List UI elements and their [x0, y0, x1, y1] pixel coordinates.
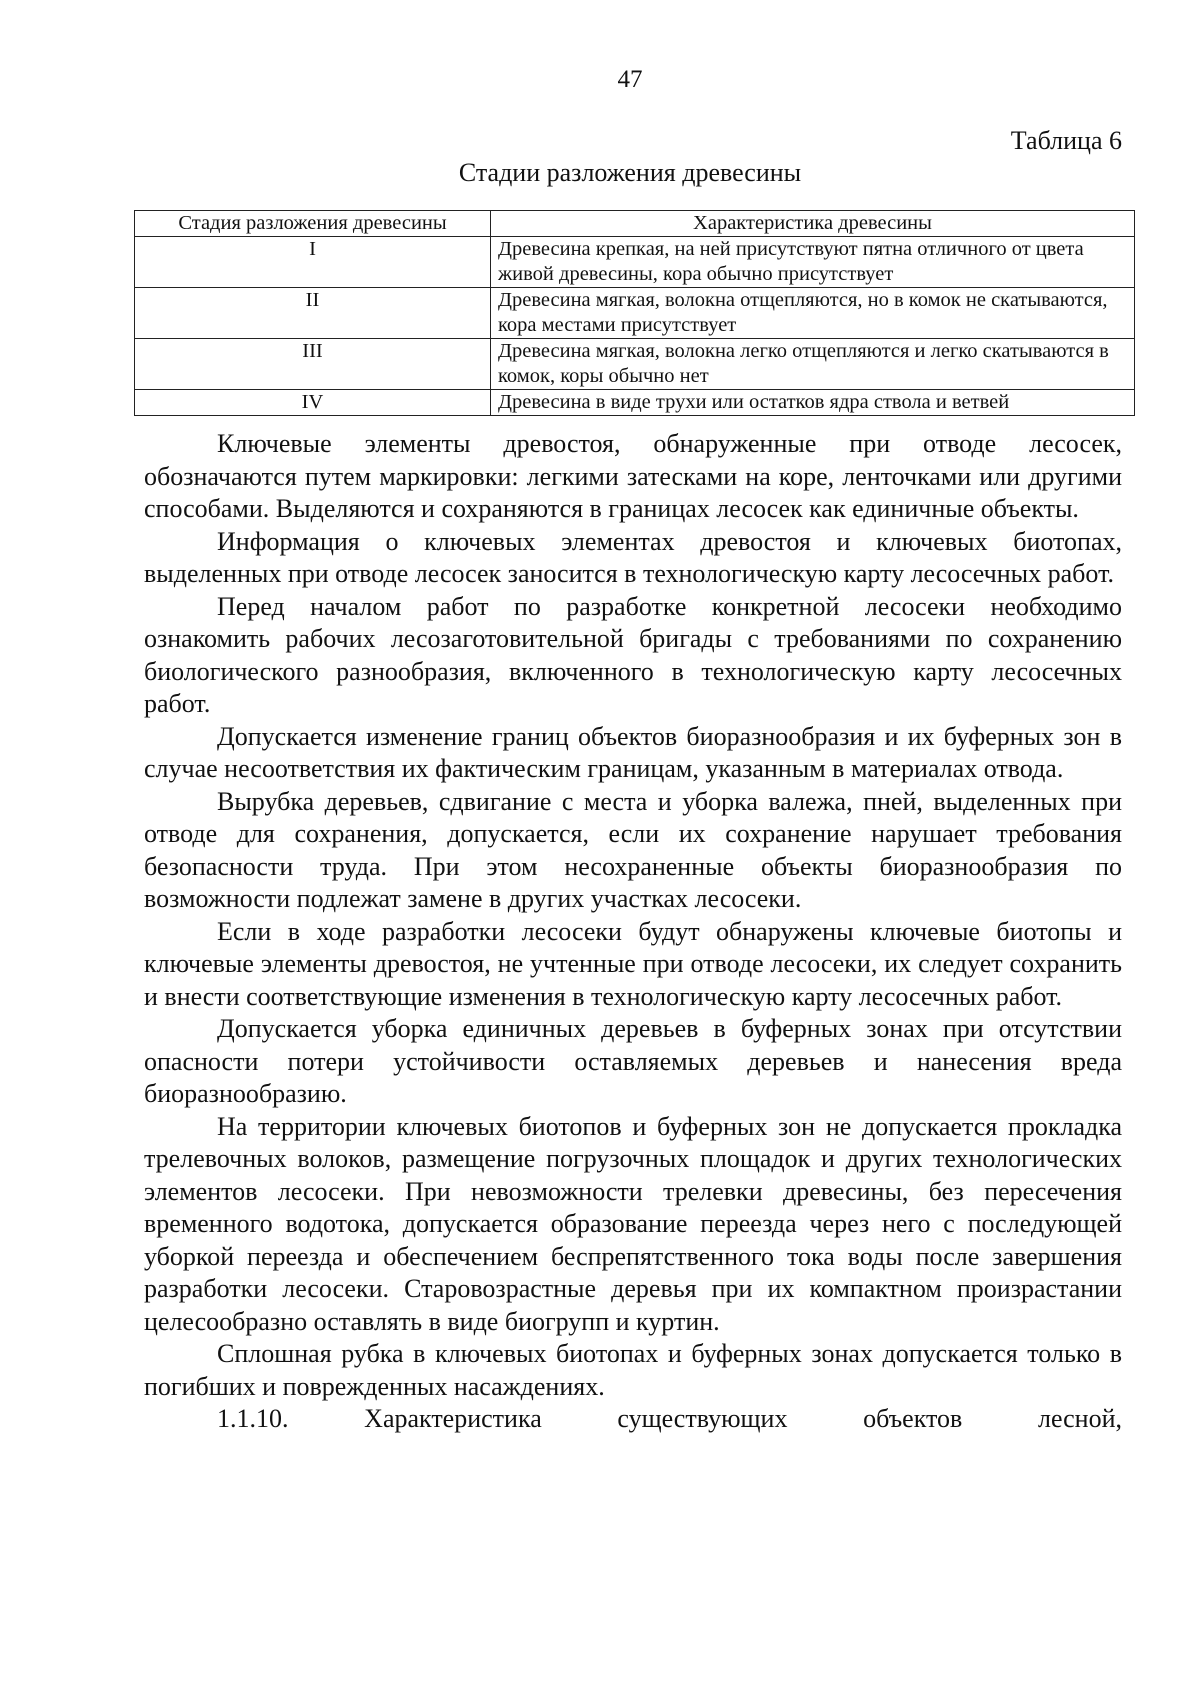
table-cell-description: Древесина мягкая, волокна отщепляются, но в комок не скатываются, кора местами присутствует: [491, 288, 1135, 339]
table-cell-description: Древесина мягкая, волокна легко отщепляются и легко скатываются в комок, коры обычно нет: [491, 339, 1135, 390]
section-number: 1.1.10.: [217, 1404, 289, 1433]
page-number: 47: [617, 66, 643, 93]
table-header-characteristic: Характеристика древесины: [491, 211, 1135, 237]
table-row: [135, 237, 1135, 288]
table-title: Стадии разложения древесины: [458, 158, 802, 187]
body-text: [144, 428, 1122, 1436]
section-heading-word: лесной,: [1037, 1404, 1122, 1433]
table-cell-stage: IV: [135, 390, 491, 416]
table-header-row: [135, 211, 1135, 237]
table-header-stage: Стадия разложения древесины: [135, 211, 491, 237]
section-heading-word: существующих: [617, 1404, 788, 1433]
paragraph: Сплошная рубка в ключевых биотопах и буферных зонах допускается только в погибших и поврежденных насаждениях.: [144, 1339, 1122, 1401]
table-row: [135, 390, 1135, 416]
table-cell-stage: III: [135, 339, 491, 390]
table-cell-description: Древесина в виде трухи или остатков ядра ствола и ветвей: [491, 390, 1135, 416]
paragraph: Вырубка деревьев, сдвигание с места и уборка валежа, пней, выделенных при отводе для сохранения, допускается, если их сохранение нарушает требования безопасности труда. При этом несохраненные объекты биоразнообразия по возможности подлежат замене в других участках лесосеки.: [144, 786, 1122, 913]
table-row: [135, 288, 1135, 339]
section-heading: [144, 1403, 1122, 1436]
paragraph: Допускается изменение границ объектов биоразнообразия и их буферных зон в случае несоответствия их фактическим границам, указанным в материалах отвода.: [144, 721, 1122, 783]
table-label: Таблица 6: [1010, 126, 1122, 155]
table-row: [135, 339, 1135, 390]
decomposition-stages-table: [134, 210, 1135, 416]
section-heading-word: объектов: [863, 1404, 963, 1433]
section-heading-word: Характеристика: [364, 1404, 542, 1433]
table-cell-stage: I: [135, 237, 491, 288]
paragraph: Допускается уборка единичных деревьев в буферных зонах при отсутствии опасности потери устойчивости оставляемых деревьев и нанесения вреда биоразнообразию.: [144, 1014, 1122, 1108]
paragraph: Если в ходе разработки лесосеки будут обнаружены ключевые биотопы и ключевые элементы древостоя, не учтенные при отводе лесосеки, их следует сохранить и внести соответствующие изменения в технологическую карту лесосечных работ.: [144, 916, 1122, 1011]
paragraph: Перед началом работ по разработке конкретной лесосеки необходимо ознакомить рабочих лесозаготовительной бригады с требованиями по сохранению биологического разнообразия, включенного в технологическую карту лесосечных работ.: [144, 591, 1122, 718]
paragraph: Ключевые элементы древостоя, обнаруженные при отводе лесосек, обозначаются путем маркировки: легкими затесками на коре, ленточками или другими способами. Выделяются и сохраняются в границах лесосек как единичные объекты.: [144, 429, 1122, 523]
table-cell-stage: II: [135, 288, 491, 339]
table-cell-description: Древесина крепкая, на ней присутствуют пятна отличного от цвета живой древесины, кора обычно присутствует: [491, 237, 1135, 288]
paragraph: Информация о ключевых элементах древостоя и ключевых биотопах, выделенных при отводе лесосек заносится в технологическую карту лесосечных работ.: [144, 526, 1122, 588]
paragraph: На территории ключевых биотопов и буферных зон не допускается прокладка трелевочных волоков, размещение погрузочных площадок и других технологических элементов лесосеки. При невозможности трелевки древесины, без пересечения временного водотока, допускается образование переезда через него с последующей уборкой переезда и обеспечением беспрепятственного тока воды после завершения разработки лесосеки. Старовозрастные деревья при их компактном произрастании целесообразно оставлять в виде биогрупп и куртин.: [144, 1111, 1122, 1336]
